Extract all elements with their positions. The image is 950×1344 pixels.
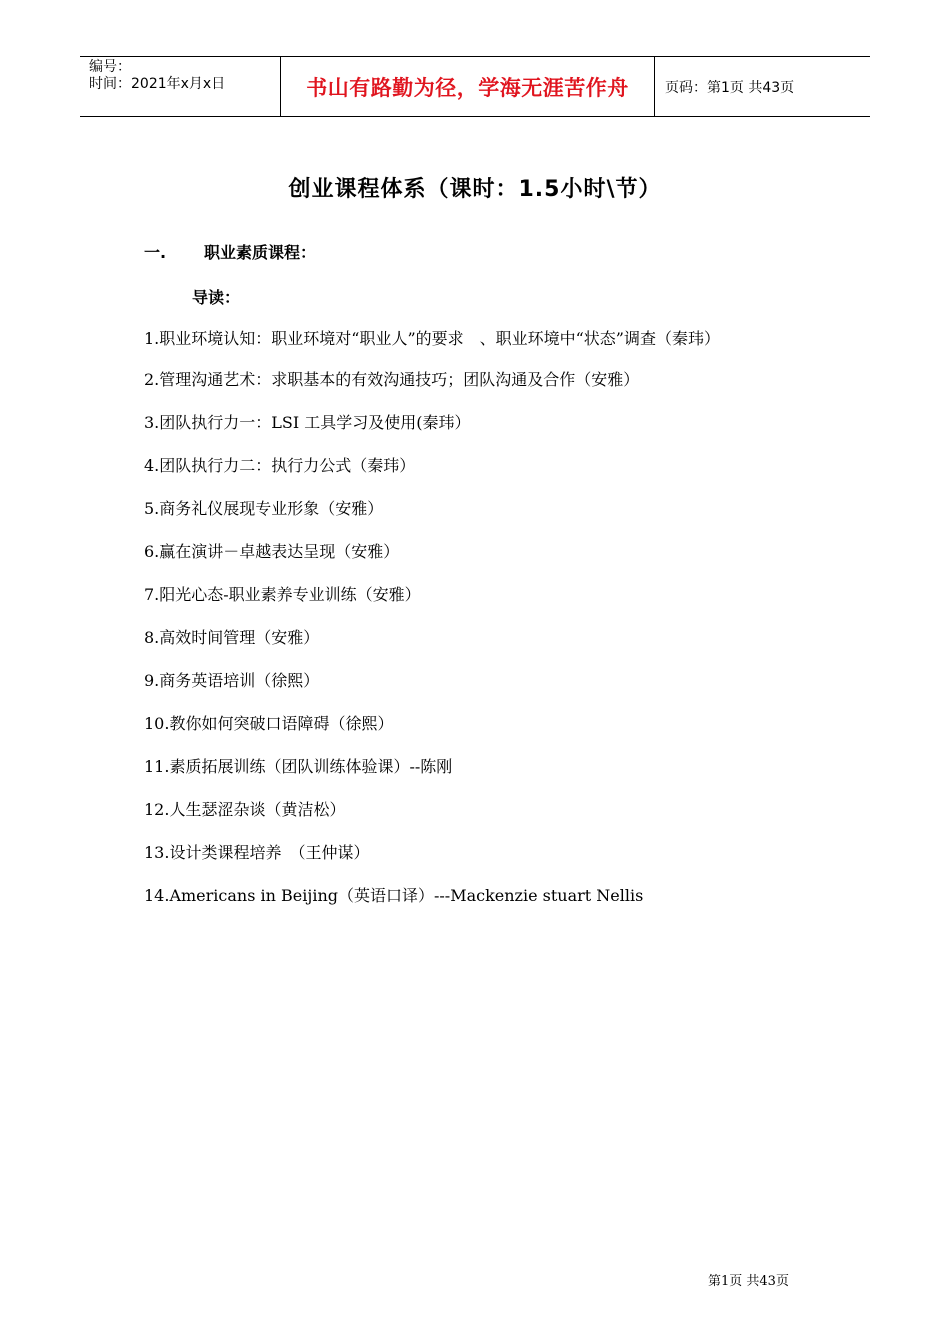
course-item: 3.团队执行力一：LSI 工具学习及使用(秦玮） — [144, 413, 471, 432]
doc-number-label: 编号： — [89, 59, 131, 75]
header-motto: 书山有路勤为径，学海无涯苦作舟 — [281, 57, 655, 116]
course-list — [144, 326, 804, 926]
section-heading — [144, 240, 316, 263]
intro-label: 导读： — [192, 288, 241, 307]
document-title: 创业课程体系（课时：1.5小时\节） — [288, 177, 662, 202]
course-item: 6.赢在演讲－卓越表达呈现（安雅） — [144, 542, 400, 561]
course-item: 2.管理沟通艺术：求职基本的有效沟通技巧；团队沟通及合作（安雅） — [144, 370, 640, 389]
course-item: 4.团队执行力二：执行力公式（秦玮） — [144, 456, 416, 475]
course-item: 12.人生瑟涩杂谈（黄洁松） — [144, 800, 346, 819]
time-label: 时间：2021年x月x日 — [89, 76, 226, 92]
course-item: 13.设计类课程培养 （王仲谋） — [144, 843, 370, 862]
footer-page-number: 第1页 共43页 — [708, 1274, 789, 1289]
course-item: 10.教你如何突破口语障碍（徐熙） — [144, 714, 394, 733]
header-meta-cell — [80, 57, 281, 116]
course-item: 11.素质拓展训练（团队训练体验课）--陈刚 — [144, 757, 453, 776]
course-item: 9.商务英语培训（徐熙） — [144, 671, 320, 690]
section-title: 职业素质课程： — [204, 243, 317, 262]
header-page-info: 页码：第1页 共43页 — [665, 79, 795, 96]
course-item: 14.Americans in Beijing（英语口译）---Mackenzie stuart Nellis — [144, 886, 644, 905]
page-header — [80, 56, 870, 117]
section-number: 一. — [144, 243, 167, 262]
course-item: 7.阳光心态-职业素养专业训练（安雅） — [144, 585, 421, 604]
course-item: 5.商务礼仪展现专业形象（安雅） — [144, 499, 384, 518]
course-item: 8.高效时间管理（安雅） — [144, 628, 320, 647]
course-item: 1.职业环境认知：职业环境对“职业人”的要求 、职业环境中“状态”调查（秦玮） — [144, 329, 720, 348]
